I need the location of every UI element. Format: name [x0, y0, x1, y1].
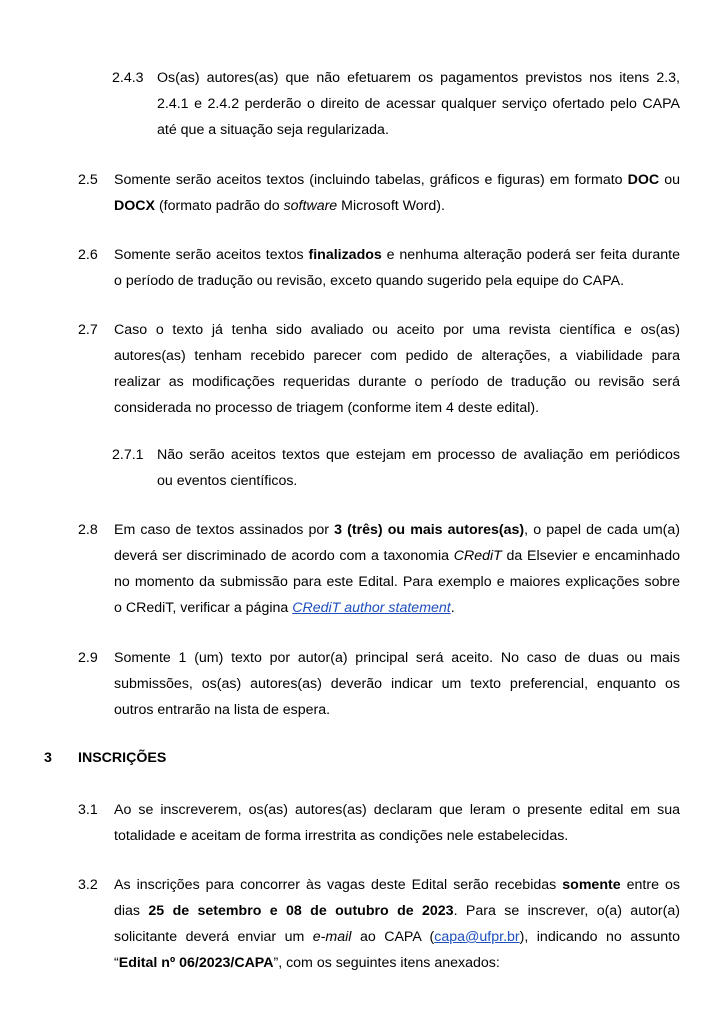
text-line: Os(as) autores(as) que não efetuarem os pagamentos previstos nos itens 2.3, — [157, 70, 680, 86]
item-number: 2.8 — [78, 522, 98, 538]
item-text — [157, 442, 680, 494]
item-number: 3.2 — [78, 877, 98, 893]
item-2-8 — [78, 517, 680, 621]
text-line: Em caso de textos assinados por 3 (três) ou mais autores(as), o papel de cada um(a) — [114, 522, 680, 538]
item-2-7 — [78, 317, 680, 421]
item-text — [114, 517, 680, 621]
credit-author-statement-link[interactable]: CRediT author statement — [292, 600, 451, 616]
text-line: ou eventos científicos. — [157, 473, 298, 489]
item-3-1 — [78, 797, 680, 849]
item-2-6 — [78, 242, 680, 294]
text-line: DOCX (formato padrão do software Microsoft Word). — [114, 198, 445, 214]
item-number: 2.7 — [78, 322, 98, 338]
item-text — [114, 797, 680, 849]
text-line: Somente 1 (um) texto por autor(a) principal será aceito. No caso de duas ou mais — [114, 650, 680, 666]
text-line: solicitante deverá enviar um e-mail ao CAPA (capa@ufpr.br), indicando no assunto — [114, 929, 680, 945]
text-line: dias 25 de setembro e 08 de outubro de 2023. Para se inscrever, o(a) autor(a) — [114, 903, 680, 919]
text-line: deverá ser discriminado de acordo com a taxonomia CRediT da Elsevier e encaminhado — [114, 548, 680, 564]
item-number: 2.4.3 — [112, 70, 144, 86]
text-line: Não serão aceitos textos que estejam em processo de avaliação em periódicos — [157, 447, 680, 463]
text-line: realizar as modificações requeridas durante o período de tradução ou revisão será — [114, 374, 680, 390]
item-2-7-1 — [112, 442, 680, 494]
text-line: no momento da submissão para este Edital. Para exemplo e maiores explicações sobre — [114, 574, 680, 590]
text-line: Ao se inscreverem, os(as) autores(as) declaram que leram o presente edital em sua — [114, 802, 680, 818]
text-line: As inscrições para concorrer às vagas deste Edital serão recebidas somente entre os — [114, 877, 680, 893]
item-text — [114, 167, 680, 219]
text-line: Somente serão aceitos textos finalizados e nenhuma alteração poderá ser feita durante — [114, 247, 680, 263]
text-line: submissões, os(as) autores(as) deverão indicar um texto preferencial, enquanto os — [114, 676, 680, 692]
item-number: 2.5 — [78, 172, 98, 188]
text-line: autores(as) tenham recebido parecer com pedido de alterações, a viabilidade para — [114, 348, 680, 364]
item-text — [114, 317, 680, 421]
item-text — [114, 242, 680, 294]
text-line: o período de tradução ou revisão, exceto quando sugerido pela equipe do CAPA. — [114, 273, 625, 289]
item-number: 2.9 — [78, 650, 98, 666]
item-number: 2.6 — [78, 247, 98, 263]
text-line: “Edital nº 06/2023/CAPA”, com os seguintes itens anexados: — [114, 955, 500, 971]
section-title: INSCRIÇÕES — [78, 750, 167, 766]
item-2-5 — [78, 167, 680, 219]
text-line: totalidade e aceitam de forma irrestrita as condições nele estabelecidas. — [114, 828, 569, 844]
item-3-2 — [78, 872, 680, 976]
text-line: Caso o texto já tenha sido avaliado ou aceito por uma revista científica e os(as) — [114, 322, 680, 338]
item-2-4-3 — [112, 65, 680, 143]
text-line: Somente serão aceitos textos (incluindo tabelas, gráficos e figuras) em formato DOC ou — [114, 172, 680, 188]
item-2-9 — [78, 645, 680, 723]
text-line: considerada no processo de triagem (conforme item 4 deste edital). — [114, 400, 540, 416]
text-line: 2.4.1 e 2.4.2 perderão o direito de acessar qualquer serviço ofertado pelo CAPA — [157, 96, 680, 112]
item-text — [157, 65, 680, 143]
item-number: 3.1 — [78, 802, 98, 818]
section-number: 3 — [44, 750, 52, 766]
email-link[interactable]: capa@ufpr.br — [434, 929, 520, 945]
text-line: o CRediT, verificar a página CRediT author statement. — [114, 600, 455, 616]
item-text — [114, 872, 680, 976]
item-number: 2.7.1 — [112, 447, 144, 463]
text-line: outros entrarão na lista de espera. — [114, 702, 331, 718]
item-text — [114, 645, 680, 723]
text-line: até que a situação seja regularizada. — [157, 122, 389, 138]
